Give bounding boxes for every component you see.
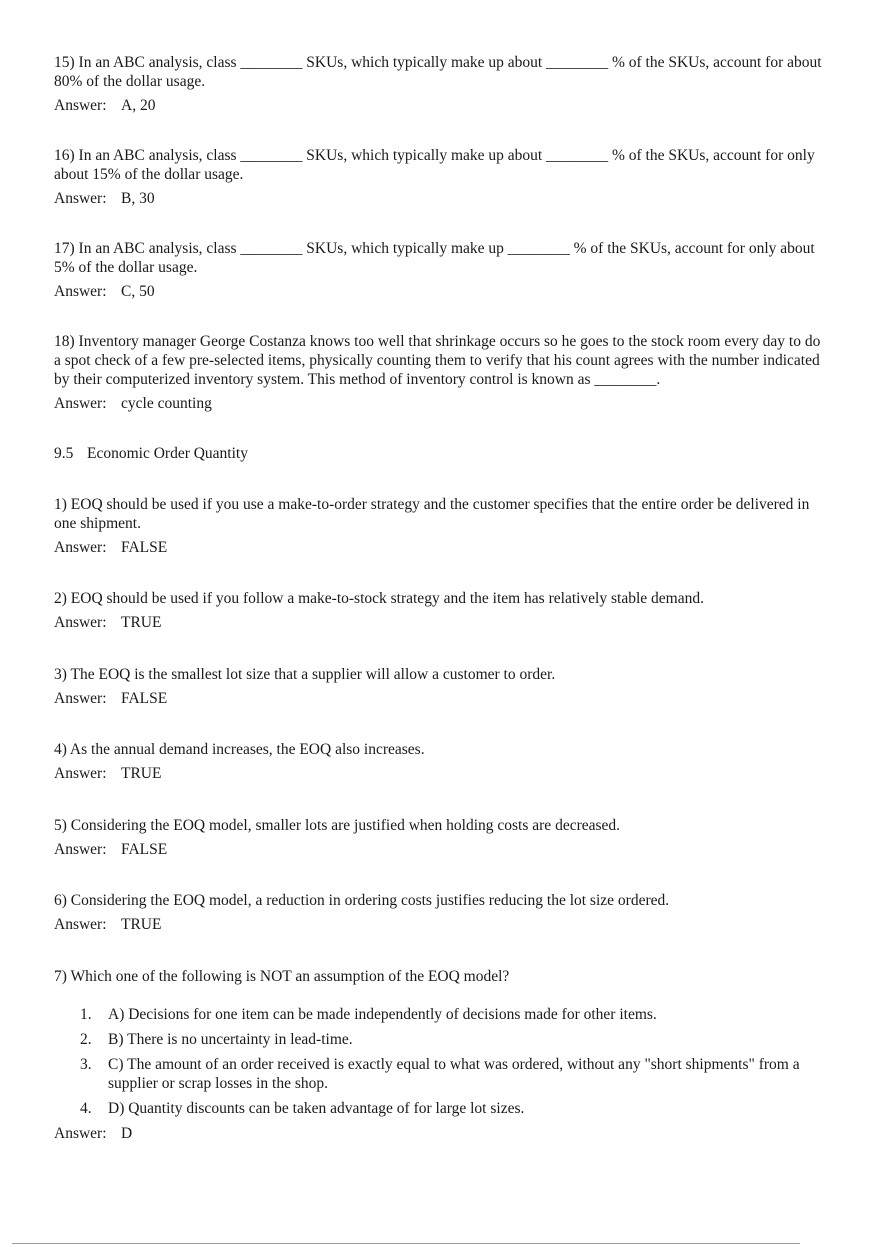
answer-value: TRUE	[121, 916, 162, 933]
section-heading	[54, 444, 826, 463]
question-block	[54, 239, 826, 301]
answer-value: B, 30	[121, 190, 155, 207]
answer-line	[54, 915, 826, 934]
answer-label: Answer:	[54, 690, 107, 707]
question-block	[54, 891, 826, 934]
answer-value: TRUE	[121, 614, 162, 631]
answer-label: Answer:	[54, 190, 107, 207]
question-text: 2) EOQ should be used if you follow a make-to-stock strategy and the item has relatively stable demand.	[54, 590, 704, 607]
question-block	[54, 332, 826, 413]
question-text: 17) In an ABC analysis, class ________ SKUs, which typically make up ________ % of the SKUs, account for only about 5% of the dollar usage.	[54, 240, 815, 276]
choice-number: 3.	[80, 1056, 92, 1073]
answer-label: Answer:	[54, 97, 107, 114]
answer-line	[54, 282, 826, 301]
question-block	[54, 53, 826, 115]
choice-item	[54, 1030, 826, 1049]
choice-text: C) The amount of an order received is exactly equal to what was ordered, without any "short shipments" from a supplier or scrap losses in the shop.	[108, 1056, 800, 1092]
answer-value: FALSE	[121, 539, 168, 556]
question-text: 1) EOQ should be used if you use a make-to-order strategy and the customer specifies that the entire order be delivered in one shipment.	[54, 496, 810, 532]
question-block	[54, 495, 826, 557]
choice-list	[54, 1005, 826, 1118]
answer-value: C, 50	[121, 283, 155, 300]
answer-label: Answer:	[54, 1125, 107, 1142]
answer-label: Answer:	[54, 765, 107, 782]
answer-value: D	[121, 1125, 133, 1142]
choice-number: 1.	[80, 1006, 92, 1023]
answer-line	[54, 840, 826, 859]
answer-line	[54, 764, 826, 783]
question-block	[54, 665, 826, 708]
answer-value: FALSE	[121, 841, 168, 858]
question-text: 15) In an ABC analysis, class ________ SKUs, which typically make up about ________ % of the SKUs, account for about 80% of the dollar usage.	[54, 54, 822, 90]
choice-number: 4.	[80, 1100, 92, 1117]
question-text: 4) As the annual demand increases, the EOQ also increases.	[54, 741, 425, 758]
answer-line	[54, 394, 826, 413]
answer-line	[54, 538, 826, 557]
choice-item	[54, 1099, 826, 1118]
answer-line	[54, 189, 826, 208]
question-text: 5) Considering the EOQ model, smaller lots are justified when holding costs are decreased.	[54, 817, 621, 834]
answer-label: Answer:	[54, 395, 107, 412]
section-number: 9.5	[54, 445, 74, 462]
choice-text: D) Quantity discounts can be taken advantage of for large lot sizes.	[108, 1100, 525, 1117]
choice-item	[54, 1005, 826, 1024]
answer-value: A, 20	[121, 97, 156, 114]
section-title: Economic Order Quantity	[87, 445, 248, 462]
choice-item	[54, 1055, 826, 1093]
question-text: 18) Inventory manager George Costanza knows too well that shrinkage occurs so he goes to the stock room every day to do a spot check of a few pre-selected items, physically counting them to verify that his count agrees with the number indicated by their computerized inventory system. This method of inventory control is known as ________.	[54, 333, 821, 388]
question-text: 3) The EOQ is the smallest lot size that a supplier will allow a customer to order.	[54, 666, 556, 683]
question-block	[54, 816, 826, 859]
question-text: 7) Which one of the following is NOT an assumption of the EOQ model?	[54, 968, 510, 985]
answer-label: Answer:	[54, 283, 107, 300]
answer-value: FALSE	[121, 690, 168, 707]
question-block	[54, 740, 826, 783]
answer-value: TRUE	[121, 765, 162, 782]
choice-number: 2.	[80, 1031, 92, 1048]
question-text: 16) In an ABC analysis, class ________ SKUs, which typically make up about ________ % of the SKUs, account for only about 15% of the dollar usage.	[54, 147, 815, 183]
choice-text: A) Decisions for one item can be made independently of decisions made for other items.	[108, 1006, 657, 1023]
question-block	[54, 146, 826, 208]
answer-label: Answer:	[54, 841, 107, 858]
question-text: 6) Considering the EOQ model, a reduction in ordering costs justifies reducing the lot size ordered.	[54, 892, 670, 909]
answer-line	[54, 689, 826, 708]
answer-label: Answer:	[54, 614, 107, 631]
footer-divider	[12, 1243, 800, 1244]
question-block	[54, 589, 826, 632]
answer-label: Answer:	[54, 916, 107, 933]
answer-label: Answer:	[54, 539, 107, 556]
answer-line	[54, 1124, 826, 1143]
choice-text: B) There is no uncertainty in lead-time.	[108, 1031, 353, 1048]
answer-value: cycle counting	[121, 395, 212, 412]
answer-line	[54, 96, 826, 115]
document-page	[54, 53, 826, 1143]
question-block	[54, 967, 826, 1143]
answer-line	[54, 613, 826, 632]
